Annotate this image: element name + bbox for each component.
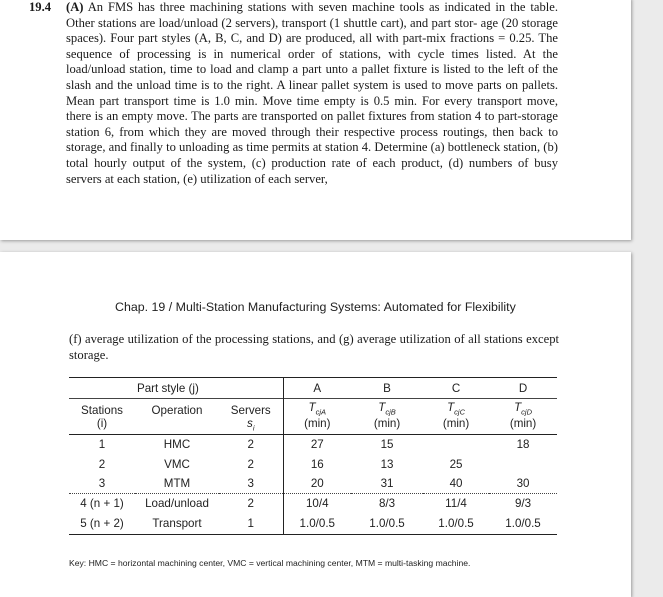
time-cell-c: 11/4 bbox=[445, 497, 467, 511]
chapter-header: Chap. 19 / Multi-Station Manufacturing Systems: Automated for Flexibility bbox=[115, 300, 516, 314]
problem-line: every transport move, there is an empty move. The parts are transported on pallet fixtures bbox=[66, 93, 558, 124]
part-letter-a: A bbox=[283, 378, 351, 399]
table-row bbox=[69, 475, 557, 494]
fms-data-table bbox=[69, 377, 557, 535]
time-cell-c: 25 bbox=[449, 458, 463, 471]
problem-line: of each product, (d) numbers of busy servers at each station, (e) utilization of each server, bbox=[66, 155, 559, 186]
operation-subheader-blank bbox=[135, 417, 219, 435]
time-cell-d: 1.0/0.5 bbox=[489, 514, 557, 535]
time-cell-b: 15 bbox=[380, 438, 394, 452]
col-header-stations: Stations bbox=[69, 399, 135, 417]
col-header-time-b: $T_{cjB}$ bbox=[351, 399, 423, 417]
time-cell-a: 16 bbox=[283, 455, 351, 475]
problem-line: table. Other stations are load/unload (2 servers), transport (1 shuttle cart), and part stor- bbox=[66, 0, 558, 30]
col-header-time-c: $T_{cjC}$ bbox=[423, 399, 489, 417]
stations-index-label: (i) bbox=[69, 417, 135, 435]
station-cell: 5 (n + 2) bbox=[69, 514, 135, 535]
time-unit-d: (min) bbox=[489, 417, 557, 435]
problem-difficulty-label: (A) bbox=[66, 0, 84, 14]
servers-cell: 1 bbox=[219, 514, 283, 535]
table-row bbox=[69, 455, 557, 475]
time-cell-a: 1.0/0.5 bbox=[283, 514, 351, 535]
col-header-operation: Operation bbox=[135, 399, 219, 417]
time-unit-a: (min) bbox=[283, 417, 351, 435]
time-cell-b: 31 bbox=[351, 475, 423, 494]
station-cell: 2 bbox=[98, 458, 106, 471]
problem-line: fractions = 0.25. The sequence of processing is in numerical order of stations, with cycle bbox=[66, 31, 558, 61]
servers-cell: 2 bbox=[247, 438, 254, 452]
problem-line: Determine (a) bottleneck station, (b) total hourly output of the system, (c) production rate bbox=[66, 140, 558, 170]
station-cell: 4 (n + 1) bbox=[80, 497, 124, 511]
part-letter-c: C bbox=[423, 378, 489, 399]
servers-symbol-label: $s_i$ bbox=[219, 417, 283, 435]
time-cell-c: 40 bbox=[423, 475, 489, 494]
operation-cell: VMC bbox=[164, 458, 190, 471]
time-cell-d: 30 bbox=[489, 475, 557, 494]
servers-cell: 2 bbox=[247, 497, 254, 511]
header-row-labels bbox=[69, 399, 557, 417]
col-header-servers: Servers bbox=[219, 399, 283, 417]
station-cell: 3 bbox=[69, 475, 135, 494]
problem-line: times listed. At the load/unload station, time to load and clamp a part unto a pallet fixture is bbox=[66, 46, 558, 77]
time-unit-c: (min) bbox=[423, 417, 489, 435]
servers-cell: 2 bbox=[247, 458, 254, 471]
problem-line: process routings, then back to storage, and finally to unloading as time permits at station 4. bbox=[66, 124, 558, 155]
table-row bbox=[69, 494, 557, 514]
time-cell-b: 13 bbox=[380, 458, 394, 471]
problem-line: age (20 storage spaces). Four part styles (A, B, C, and D) are produced, all with part-mix bbox=[66, 15, 558, 46]
continuation-line: except storage. bbox=[69, 332, 559, 362]
page-bottom bbox=[0, 252, 631, 597]
header-row-part-style bbox=[69, 378, 557, 399]
problem-line: An FMS has three machining stations with seven machine tools as indicated in the bbox=[87, 0, 526, 14]
station-cell: 1 bbox=[98, 438, 106, 452]
table-row bbox=[69, 435, 557, 455]
operation-cell: Transport bbox=[135, 514, 219, 535]
part-style-label: Part style (j) bbox=[69, 378, 283, 399]
problem-text bbox=[66, 0, 558, 187]
header-row-units bbox=[69, 417, 557, 435]
col-header-time-d: $T_{cjD}$ bbox=[489, 399, 557, 417]
servers-cell: 3 bbox=[219, 475, 283, 494]
table-row bbox=[69, 514, 557, 535]
operation-cell: MTM bbox=[135, 475, 219, 494]
operation-cell: HMC bbox=[163, 438, 191, 452]
problem-line: to move parts on pallets. Mean part transport time is 1.0 min. Move time empty is 0.5 min. For bbox=[66, 77, 558, 108]
time-cell-d: 9/3 bbox=[514, 497, 532, 511]
time-cell-d: 18 bbox=[516, 438, 530, 452]
part-letter-d: D bbox=[489, 378, 557, 399]
time-cell-b: 1.0/0.5 bbox=[351, 514, 423, 535]
problem-number: 19.4 bbox=[29, 0, 52, 14]
time-cell-a: 27 bbox=[283, 435, 351, 455]
time-unit-b: (min) bbox=[351, 417, 423, 435]
operation-cell: Load/unload bbox=[145, 497, 209, 511]
part-letter-b: B bbox=[351, 378, 423, 399]
continuation-line: (f) average utilization of the processing stations, and (g) average utilization of all stations bbox=[69, 332, 523, 346]
time-cell-a: 20 bbox=[283, 475, 351, 494]
time-cell-c: 1.0/0.5 bbox=[423, 514, 489, 535]
problem-line: from station 4 to part-storage station 6, from which they are moved through their respective bbox=[66, 109, 558, 139]
time-cell-d bbox=[489, 455, 557, 475]
continuation-text bbox=[69, 332, 559, 363]
time-cell-c bbox=[423, 435, 489, 455]
col-header-time-a: $T_{cjA}$ bbox=[283, 399, 351, 417]
problem-line: listed to the left of the slash and the unload time is to the right. A linear pallet system is used bbox=[66, 62, 558, 92]
time-cell-b: 8/3 bbox=[378, 497, 396, 511]
page-top bbox=[0, 0, 631, 240]
time-cell-a: 10/4 bbox=[283, 494, 351, 514]
table-key-note: Key: HMC = horizontal machining center, VMC = vertical machining center, MTM = multi-tasking machine. bbox=[69, 558, 471, 568]
